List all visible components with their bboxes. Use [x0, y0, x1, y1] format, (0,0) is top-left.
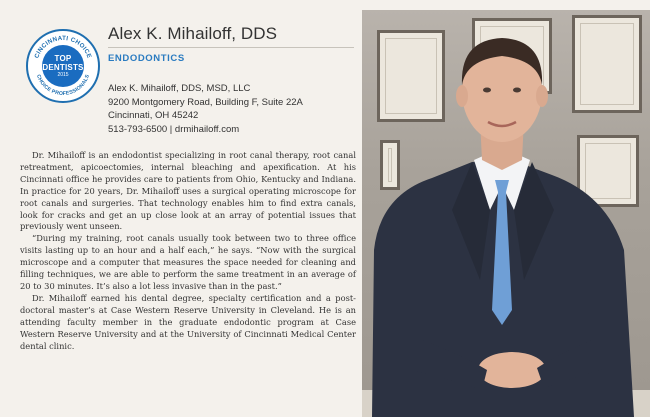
badge-ring-bottom-text: CHOICE PROFESSIONALS	[34, 73, 92, 98]
badge-ring-top-text: CINCINNATI CHOICE	[33, 34, 93, 60]
badge-line2: DENTISTS	[42, 62, 84, 72]
address-line-1: 9200 Montgomery Road, Building F, Suite 22A	[108, 96, 303, 108]
doctor-portrait-photo	[362, 10, 650, 417]
specialty-label: ENDODONTICS	[108, 53, 185, 64]
badge-year: 2015	[57, 71, 69, 78]
address-line-2: Cincinnati, OH 45242	[108, 110, 199, 121]
contact-block	[108, 82, 303, 136]
body-paragraph-2: “During my training, root canals usually took between two to three office visits lasting up to an hour and a half each,” he says. “Now with the surgical microscope and a computer that measures the space needed for cleaning and filling techniques, we are able to perform the same treatment in an average of 20 to 30 minutes. It’s also a lot less invasive than in the past.”	[20, 233, 356, 291]
title-divider	[108, 47, 354, 48]
practice-name: Alex K. Mihailoff, DDS, MSD, LLC	[108, 83, 251, 94]
top-dentists-badge	[26, 29, 100, 103]
body-paragraph-3: Dr. Mihailoff earned his dental degree, specialty certification and a post-doctoral master’s at Case Western Reserve University in Cleveland. He is an attending faculty member in the graduate endodontic program at Case Western Reserve University and at the University of Cincinnati Medical Center dental clinic.	[20, 292, 356, 351]
badge-center	[42, 45, 84, 87]
badge-line1: TOP	[54, 53, 72, 63]
phone-website: 513-793-6500 | drmihailoff.com	[108, 123, 240, 135]
profile-body	[20, 150, 356, 352]
doctor-name: Alex K. Mihailoff, DDS	[108, 24, 278, 43]
doctor-figure	[362, 10, 650, 417]
body-paragraph-1: Dr. Mihailoff is an endodontist specializing in root canal therapy, root canal retreatment, apicoectomies, internal bleaching and apexification. At his Cincinnati office he provides care to patients from Ohio, Kentucky and Indiana. In practice for 20 years, Dr. Mihailoff uses a surgical operating microscope for root canals and surgeries. That technology enables him to find extra canals, look for cracks and get an up close look at an array of potential issues that previously went unseen.	[20, 150, 356, 232]
